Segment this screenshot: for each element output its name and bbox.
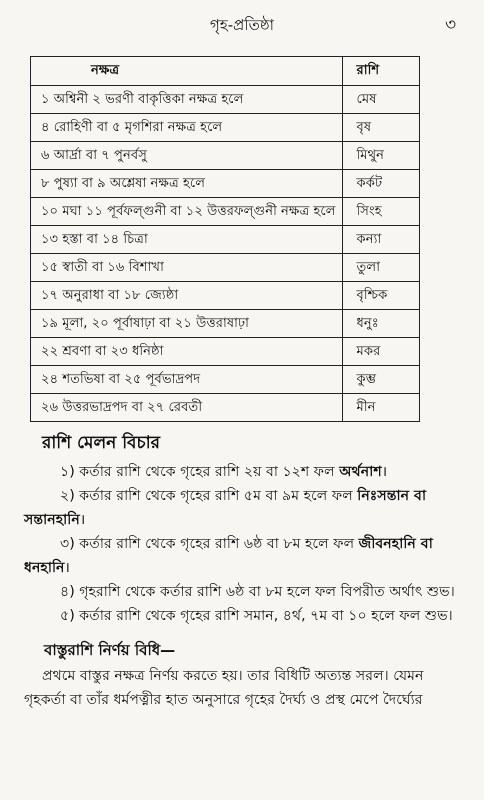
rashi-cell: কর্কট xyxy=(342,170,419,198)
subsection-paragraph: প্রথমে বাস্তুর নক্ষত্র নির্ণয় করতে হয়। তার বিধিটি অত্যন্ত সরল। যেমন গৃহকর্তা বা তাঁর ধর্মপত্নীর হাত অনুসারে গৃহের দৈর্ঘ্য ও প্রস্থ মেপে দৈর্ঘ্যের xyxy=(24,668,424,708)
rashi-cell: মেষ xyxy=(342,86,419,114)
rashi-cell: মীন xyxy=(342,394,419,422)
nakshatra-cell: ২২ শ্রবণা বা ২৩ ধনিষ্ঠা xyxy=(31,338,343,366)
table-row xyxy=(31,394,420,422)
table-row xyxy=(31,114,420,142)
table-row xyxy=(31,170,420,198)
rashi-cell: কন্যা xyxy=(342,226,419,254)
nakshatra-cell: ৪ রোহিণী বা ৫ মৃগশিরা নক্ষত্র হলে xyxy=(31,114,343,142)
rashi-cell: কুম্ভ xyxy=(342,366,419,394)
nakshatra-cell: ১৫ স্বাতী বা ১৬ বিশাখা xyxy=(31,254,343,282)
table-row xyxy=(31,310,420,338)
main-text xyxy=(24,430,464,712)
section-heading: রাশি মেলন বিচার xyxy=(42,433,160,453)
page-header xyxy=(0,10,484,40)
running-title: গৃহ-প্রতিষ্ঠা xyxy=(210,16,274,34)
nakshatra-cell: ৬ আর্দ্রা বা ৭ পুনর্বসু xyxy=(31,142,343,170)
rule-item: ৩) কর্তার রাশি থেকে গৃহের রাশি ৬ষ্ঠ বা ৮ম হলে ফল জীবনহানি বা ধনহানি। xyxy=(24,536,433,576)
rule-item: ৪) গৃহরাশি থেকে কর্তার রাশি ৬ষ্ঠ বা ৮ম হলে ফল বিপরীত অর্থাৎ শুভ। xyxy=(60,584,455,600)
rashi-cell: সিংহ xyxy=(342,198,419,226)
table-row xyxy=(31,254,420,282)
nakshatra-cell: ২৬ উত্তরভাদ্রপদ বা ২৭ রেবতী xyxy=(31,394,343,422)
subsection-heading: বাস্তুরাশি নির্ণয় বিধি— xyxy=(44,641,176,659)
nakshatra-cell: ১ অশ্বিনী ২ ভরণী বাকৃত্তিকা নক্ষত্র হলে xyxy=(31,86,343,114)
nakshatra-cell: ৮ পুষ্যা বা ৯ অশ্লেষা নক্ষত্র হলে xyxy=(31,170,343,198)
rule-item: ৫) কর্তার রাশি থেকে গৃহের রাশি সমান, ৪র্থ, ৭ম বা ১০ হলে ফল শুভ। xyxy=(60,608,453,624)
nakshatra-cell: ২৪ শতভিষা বা ২৫ পূর্বভাদ্রপদ xyxy=(31,366,343,394)
rashi-cell: মকর xyxy=(342,338,419,366)
rashi-cell: তুলা xyxy=(342,254,419,282)
table-row xyxy=(31,282,420,310)
table-row xyxy=(31,142,420,170)
table-row xyxy=(31,338,420,366)
nakshatra-cell: ১৭ অনুরাধা বা ১৮ জ্যেষ্ঠা xyxy=(31,282,343,310)
column-header-nakshatra: নক্ষত্র xyxy=(31,57,343,86)
table-row xyxy=(31,198,420,226)
table-row xyxy=(31,86,420,114)
rashi-cell: ধনুঃ xyxy=(342,310,419,338)
rashi-cell: মিথুন xyxy=(342,142,419,170)
rashi-cell: বৃশ্চিক xyxy=(342,282,419,310)
nakshatra-cell: ১৩ হস্তা বা ১৪ চিত্রা xyxy=(31,226,343,254)
rule-item: ১) কর্তার রাশি থেকে গৃহের রাশি ২য় বা ১২শ ফল অর্থনাশ। xyxy=(60,464,388,480)
column-header-rashi: রাশি xyxy=(342,57,419,86)
table-row xyxy=(31,366,420,394)
nakshatra-cell: ১৯ মূলা, ২০ পূর্বাষাঢ়া বা ২১ উত্তরাষাঢ়া xyxy=(31,310,343,338)
nakshatra-rashi-table xyxy=(30,56,420,422)
table-row xyxy=(31,226,420,254)
page-number: ৩ xyxy=(444,15,456,35)
nakshatra-cell: ১০ মঘা ১১ পূর্বফল্গুনী বা ১২ উত্তরফল্গুনী নক্ষত্র হলে xyxy=(31,198,343,226)
rule-item: ২) কর্তার রাশি থেকে গৃহের রাশি ৫ম বা ৯ম হলে ফল নিঃসন্তান বা সন্তানহানি। xyxy=(24,488,427,528)
table-header-row xyxy=(31,57,420,86)
rashi-cell: বৃষ xyxy=(342,114,419,142)
